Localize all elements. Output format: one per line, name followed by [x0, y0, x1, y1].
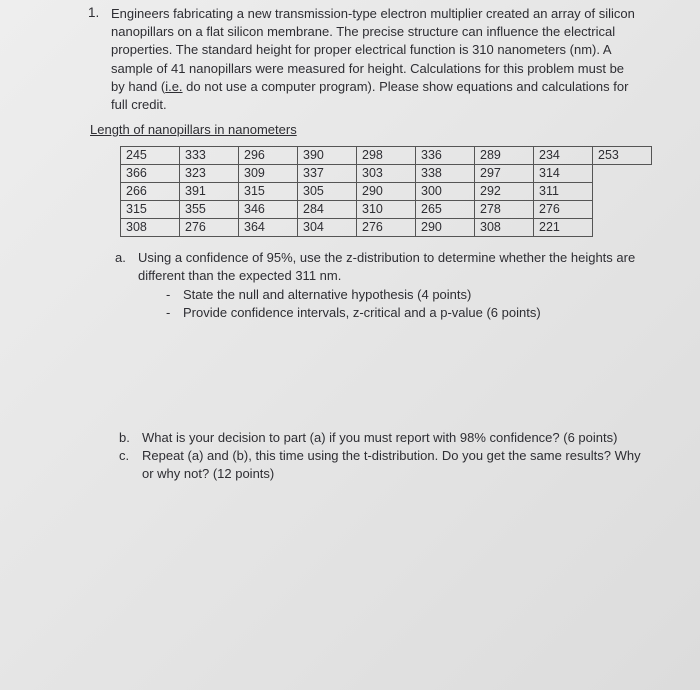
table-cell: 390 — [298, 147, 357, 165]
part-a-label: a. — [115, 250, 126, 265]
table-cell: 355 — [180, 201, 239, 219]
table-cell: 323 — [180, 165, 239, 183]
question-line-5-prefix: by hand ( — [111, 78, 166, 94]
table-cell: 292 — [475, 183, 534, 201]
table-cell: 296 — [239, 147, 298, 165]
table-cell: 366 — [121, 165, 180, 183]
question-line-6: full credit. — [111, 97, 167, 113]
bullet-dash-2: - — [166, 305, 171, 320]
part-c-label: c. — [119, 448, 130, 463]
table-cell: 221 — [534, 219, 593, 237]
table-cell: 300 — [416, 183, 475, 201]
part-b-label: b. — [119, 430, 130, 445]
table-cell: 297 — [475, 165, 534, 183]
table-cell: 338 — [416, 165, 475, 183]
table-cell: 364 — [239, 219, 298, 237]
table-cell: 278 — [475, 201, 534, 219]
table-cell: 304 — [298, 219, 357, 237]
table-cell: 311 — [534, 183, 593, 201]
table-row — [121, 183, 652, 201]
bullet-hypothesis: State the null and alternative hypothesis (4 points) — [183, 287, 472, 302]
table-cell: 337 — [298, 165, 357, 183]
table-cell: 333 — [180, 147, 239, 165]
table-cell: 245 — [121, 147, 180, 165]
table-row — [121, 201, 652, 219]
table-cell: 308 — [121, 219, 180, 237]
question-line-2: nanopillars on a flat silicon membrane. The precise structure can influence the electrical — [111, 24, 616, 40]
table-cell: 276 — [357, 219, 416, 237]
table-cell: 346 — [239, 201, 298, 219]
bullet-dash-1: - — [166, 287, 171, 302]
table-cell — [593, 201, 652, 219]
table-cell: 289 — [475, 147, 534, 165]
table-title: Length of nanopillars in nanometers — [90, 122, 297, 137]
table-cell: 315 — [121, 201, 180, 219]
question-number: 1. — [88, 5, 100, 20]
table-cell: 265 — [416, 201, 475, 219]
table-cell: 276 — [180, 219, 239, 237]
table-cell: 234 — [534, 147, 593, 165]
part-a-line-1: Using a confidence of 95%, use the z-distribution to determine whether the heights are — [138, 250, 636, 265]
bullet-confidence: Provide confidence intervals, z-critical and a p-value (6 points) — [183, 305, 541, 320]
question-line-1: Engineers fabricating a new transmission-type electron multiplier created an array of silicon — [111, 6, 635, 21]
table-cell: 290 — [357, 183, 416, 201]
question-line-4: sample of 41 nanopillars were measured for height. Calculations for this problem must be — [111, 60, 625, 76]
table-cell: 303 — [357, 165, 416, 183]
part-b-text: What is your decision to part (a) if you must report with 98% confidence? (6 points) — [142, 430, 618, 445]
table-cell — [593, 183, 652, 201]
table-cell: 305 — [298, 183, 357, 201]
table-cell — [593, 219, 652, 237]
part-c-line-2: or why not? (12 points) — [142, 466, 275, 481]
table-cell — [593, 165, 652, 183]
table-cell: 310 — [357, 201, 416, 219]
question-text — [111, 5, 671, 114]
part-c-line-1: Repeat (a) and (b), this time using the t-distribution. Do you get the same results? Why — [142, 448, 641, 463]
table-cell: 391 — [180, 183, 239, 201]
table-cell: 284 — [298, 201, 357, 219]
table-cell: 298 — [357, 147, 416, 165]
nanopillar-table — [120, 146, 652, 237]
table-cell: 314 — [534, 165, 593, 183]
table-cell: 308 — [475, 219, 534, 237]
ie-abbreviation: i.e. — [165, 78, 183, 94]
question-line-5 — [111, 78, 671, 96]
table-cell: 253 — [593, 147, 652, 165]
table-row — [121, 147, 652, 165]
question-line-3: properties. The standard height for proper electrical function is 310 nanometers (nm). A — [111, 42, 612, 58]
table-row — [121, 219, 652, 237]
question-line-5-suffix: do not use a computer program). Please show equations and calculations for — [182, 78, 629, 94]
table-cell: 315 — [239, 183, 298, 201]
table-cell: 290 — [416, 219, 475, 237]
table-cell: 276 — [534, 201, 593, 219]
table-cell: 336 — [416, 147, 475, 165]
table-row — [121, 165, 652, 183]
table-cell: 266 — [121, 183, 180, 201]
table-cell: 309 — [239, 165, 298, 183]
part-a-line-2: different than the expected 311 nm. — [138, 268, 342, 283]
